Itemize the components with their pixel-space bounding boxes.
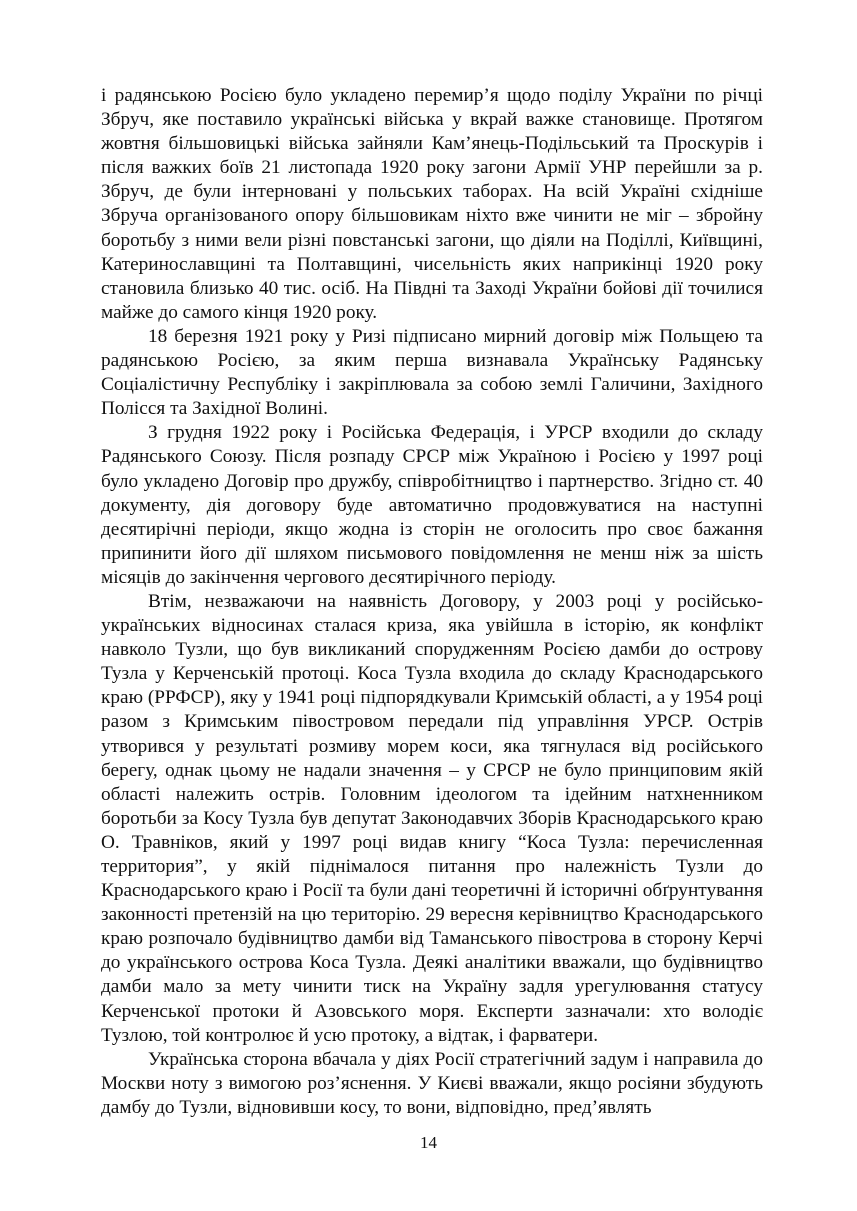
paragraph-continuation: і радянською Росією було укладено перемир’я щодо поділу України по річці Збруч, яке поставило українські війська у вкрай важке становище. Протягом жовтня більшовицькі війська зайняли Кам’янець-Подільський та Проскурів і після важких боїв 21 листопада 1920 року загони Армії УНР перейшли за р. Збруч, де були інтерновані у польських таборах. На всій Україні східніше Збруча організованого опору більшовикам ніхто вже чинити не міг – збройну боротьбу з ними вели різні повстанські загони, що діяли на Поділлі, Київщині, Катеринославщині та Полтавщині, чисельність яких наприкінці 1920 року становила близько 40 тис. осіб. На Півдні та Заході України бойові дії точилися майже до самого кінця 1920 року.: [101, 85, 763, 323]
paragraph-ussr-treaty: З грудня 1922 року і Російська Федерація, і УРСР входили до складу Радянського Союзу. Після розпаду СРСР між Україною і Росією у 1997 році було укладено Договір про дружбу, співробітництво і партнерство. Згідно ст. 40 документу, дія договору буде автоматично продовжуватися на наступні десятирічні періоди, якщо жодна із сторін не оголосить про своє бажання припинити його дії шляхом письмового повідомлення не менш ніж за шість місяців до закінчення чергового десятирічного періоду.: [101, 422, 763, 588]
paragraph-riga-treaty: 18 березня 1921 року у Ризі підписано мирний договір між Польщею та радянською Росією, за яким перша визнавала Українську Радянську Соціалістичну Республіку і закріплювала за собою землі Галичини, Західного Полісся та Західної Волині.: [101, 325, 763, 420]
page-number: 14: [420, 1133, 437, 1152]
body-text: [101, 84, 763, 1120]
paragraph-ukrainian-response: Українська сторона вбачала у діях Росії стратегічний задум і направила до Москви ноту з вимогою роз’яснення. У Києві вважали, якщо росіяни збудують дамбу до Тузли, відновивши косу, то вони, відповідно, пред’являть: [101, 1048, 763, 1118]
paragraph-tuzla-crisis: Втім, незважаючи на наявність Договору, у 2003 році у російсько-українських відносинах сталася криза, яка увійшла в історію, як конфлікт навколо Тузли, що був викликаний спорудженням Росією дамби до острову Тузла у Керченській протоці. Коса Тузла входила до складу Краснодарського краю (РРФСР), яку у 1941 році підпорядкували Кримській області, а у 1954 році разом з Кримським півостровом передали під управління УРСР. Острів утворився у результаті розмиву морем коси, яка тягнулася від російського берегу, однак цьому не надали значення – у СРСР не було принциповим якій області належить острів. Головним ідеологом та ідейним натхненником боротьби за Косу Тузла був депутат Законодавчих Зборів Краснодарського краю О. Травніков, який у 1997 році видав книгу “Коса Тузла: перечисленная территория”, у якій піднімалося питання про належність Тузли до Краснодарського краю і Росії та були дані теоретичні й історичні обґрунтування законності претензій на цю територію. 29 вересня керівництво Краснодарського краю розпочало будівництво дамби від Таманського півострова в сторону Керчі до українського острова Коса Тузла. Деякі аналітики вважали, що будівництво дамби мало за мету чинити тиск на Україну задля урегулювання статусу Керченської протоки й Азовського моря. Експерти зазначали: хто володіє Тузлою, той контролює й усю протоку, а відтак, і фарватери.: [101, 590, 763, 1046]
